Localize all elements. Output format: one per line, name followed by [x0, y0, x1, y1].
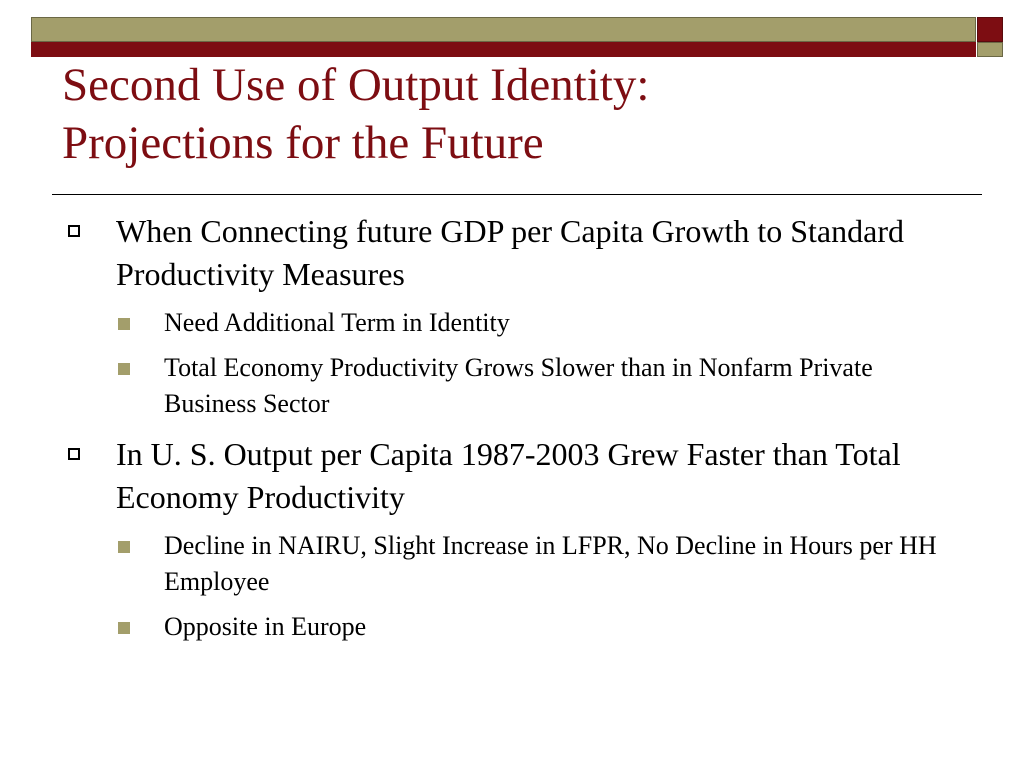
- sub-bullet-item: [164, 609, 954, 645]
- header-bar-olive: [31, 17, 976, 42]
- title-divider: [52, 194, 982, 195]
- header-bar-maroon: [31, 42, 976, 57]
- hollow-square-bullet-icon: [68, 448, 80, 460]
- sub-bullet-text: Opposite in Europe: [164, 612, 367, 641]
- sub-bullet-item: [164, 305, 954, 341]
- bullet-item: [116, 210, 956, 296]
- slide-title: [62, 56, 982, 172]
- sub-bullet-text: Total Economy Productivity Grows Slower than in Nonfarm Private Business Sector: [164, 353, 873, 418]
- bullet-text: In U. S. Output per Capita 1987-2003 Grew Faster than Total Economy Productivity: [116, 436, 901, 515]
- sub-bullet-text: Decline in NAIRU, Slight Increase in LFPR, No Decline in Hours per HH Employee: [164, 531, 937, 596]
- hollow-square-bullet-icon: [68, 225, 80, 237]
- slide-title-line-2: Projections for the Future: [62, 117, 544, 169]
- filled-square-bullet-icon: [118, 622, 130, 634]
- filled-square-bullet-icon: [118, 318, 130, 330]
- bullet-text: When Connecting future GDP per Capita Growth to Standard Productivity Measures: [116, 213, 904, 292]
- sub-bullet-text: Need Additional Term in Identity: [164, 308, 510, 337]
- corner-square-olive: [977, 42, 1003, 57]
- corner-square-maroon: [977, 17, 1003, 42]
- slide-title-line-1: Second Use of Output Identity:: [62, 59, 650, 111]
- filled-square-bullet-icon: [118, 541, 130, 553]
- bullet-item: [116, 433, 956, 519]
- sub-bullet-item: [164, 350, 954, 422]
- filled-square-bullet-icon: [118, 363, 130, 375]
- sub-bullet-item: [164, 528, 954, 600]
